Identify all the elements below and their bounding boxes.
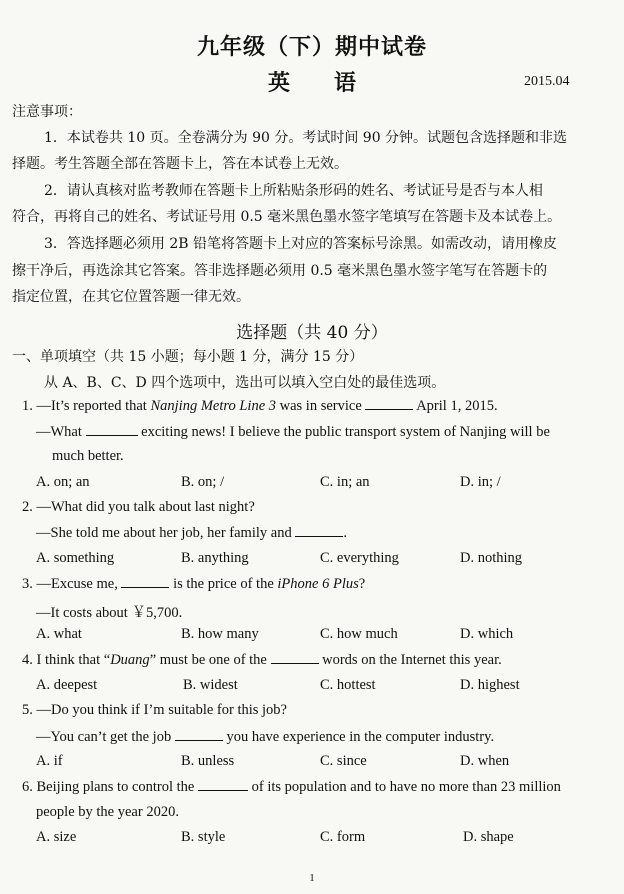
q2-line-2: —She told me about her job, her family and . [36, 525, 347, 541]
q4-option-c[interactable]: C. hottest [320, 677, 376, 693]
q1-option-b[interactable]: B. on; / [181, 474, 225, 490]
q6-blank[interactable] [198, 778, 248, 791]
q3-option-b[interactable]: B. how many [181, 626, 259, 642]
q6-option-c[interactable]: C. form [320, 829, 366, 845]
subject-title: 英 语 [267, 70, 357, 96]
q2-line-1: 2. —What did you talk about last night? [22, 499, 255, 515]
q4-option-a[interactable]: A. deepest [36, 677, 98, 693]
q1-option-c[interactable]: C. in; an [320, 474, 370, 490]
notes-heading: 注意事项： [12, 104, 82, 120]
q2-option-d[interactable]: D. nothing [460, 550, 523, 566]
part-1-instruction: 从 A、B、C、D 四个选项中，选出可以填入空白处的最佳选项。 [44, 375, 446, 391]
note-1-line-2: 择题。考生答题全部在答题卡上，答在本试卷上无效。 [12, 156, 348, 172]
note-3-line-1: 3．答选择题必须用 2B 铅笔将答题卡上对应的答案标号涂黑。如需改动，请用橡皮 [44, 236, 558, 252]
q1-blank-1[interactable] [365, 397, 413, 410]
section-title: 选择题（共 40 分） [236, 323, 388, 343]
q4-line-1: 4. I think that “Duang” must be one of the words on the Internet this year. [22, 652, 502, 668]
q4-option-d[interactable]: D. highest [460, 677, 520, 693]
q3-option-c[interactable]: C. how much [320, 626, 398, 642]
q5-option-c[interactable]: C. since [320, 753, 367, 769]
q6-option-d[interactable]: D. shape [463, 829, 514, 845]
q5-blank[interactable] [175, 728, 223, 741]
q1-line-2: —What exciting news! I believe the public transport system of Nanjing will be [36, 424, 550, 440]
q3-blank[interactable] [121, 575, 169, 588]
q4-blank[interactable] [271, 651, 319, 664]
q5-option-a[interactable]: A. if [36, 753, 63, 769]
q1-line-3: much better. [52, 448, 124, 464]
q2-option-a[interactable]: A. something [36, 550, 115, 566]
q3-line-2: —It costs about ￥5,700. [36, 605, 183, 621]
q3-option-d[interactable]: D. which [460, 626, 514, 642]
note-2-line-2: 符合，再将自己的姓名、考试证号用 0.5 毫米黑色墨水签字笔填写在答题卡及本试卷上。 [12, 209, 562, 225]
exam-date: 2015.04 [524, 74, 570, 89]
note-3-line-2: 擦干净后，再选涂其它答案。答非选择题必须用 0.5 毫米黑色墨水签字笔写在答题卡的 [12, 263, 548, 279]
q1-option-d[interactable]: D. in; / [460, 474, 501, 490]
q5-line-1: 5. —Do you think if I’m suitable for this job? [22, 702, 287, 718]
part-1-heading: 一、单项填空（共 15 小题；每小题 1 分，满分 15 分） [12, 349, 364, 365]
q5-option-d[interactable]: D. when [460, 753, 510, 769]
note-1-line-1: 1．本试卷共 10 页。全卷满分为 90 分。考试时间 90 分钟。试题包含选择题和非选 [44, 130, 568, 146]
page-number: 1 [309, 872, 315, 884]
q1-line-1: 1. —It’s reported that Nanjing Metro Line 3 was in service April 1, 2015. [22, 398, 498, 414]
q5-line-2: —You can’t get the job you have experience in the computer industry. [36, 729, 495, 745]
q5-option-b[interactable]: B. unless [181, 753, 235, 769]
q1-blank-2[interactable] [86, 423, 138, 436]
note-3-line-3: 指定位置，在其它位置答题一律无效。 [12, 289, 250, 305]
q2-option-b[interactable]: B. anything [181, 550, 249, 566]
q3-line-1: 3. —Excuse me, is the price of the iPhone 6 Plus? [22, 576, 366, 592]
q4-option-b[interactable]: B. widest [183, 677, 238, 693]
q6-line-2: people by the year 2020. [36, 804, 179, 820]
q2-option-c[interactable]: C. everything [320, 550, 399, 566]
note-2-line-1: 2．请认真核对监考教师在答题卡上所粘贴条形码的姓名、考试证号是否与本人相 [44, 183, 543, 199]
q6-option-b[interactable]: B. style [181, 829, 226, 845]
exam-title: 九年级（下）期中试卷 [196, 34, 427, 60]
q2-blank[interactable] [295, 524, 343, 537]
q6-option-a[interactable]: A. size [36, 829, 77, 845]
q1-option-a[interactable]: A. on; an [36, 474, 90, 490]
q3-option-a[interactable]: A. what [36, 626, 82, 642]
q6-line-1: 6. Beijing plans to control the of its population and to have no more than 23 million [22, 779, 561, 795]
